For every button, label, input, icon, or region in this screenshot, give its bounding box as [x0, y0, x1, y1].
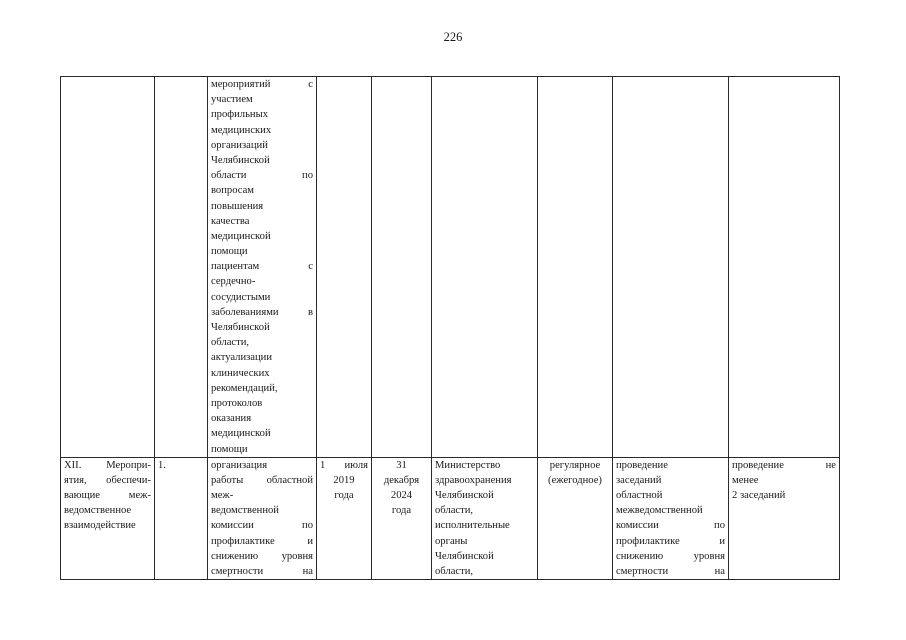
text-word: профилактике — [211, 535, 275, 547]
text-word: профилактике — [616, 535, 680, 547]
text-word: 1 — [320, 459, 326, 471]
section-title-cell — [61, 457, 155, 580]
executor-cell — [432, 77, 538, 458]
text-word: на — [714, 566, 725, 577]
text-line — [211, 259, 313, 274]
text-line: года — [334, 490, 354, 502]
text-word: с — [308, 261, 313, 273]
text-line: 31 — [396, 459, 407, 471]
text-line: ведомственной — [211, 505, 279, 517]
text-word: заболеваниями — [211, 306, 279, 318]
text-line: Челябинской — [211, 322, 270, 333]
text-line: 2 заседаний — [732, 490, 786, 502]
text-line: организаций — [211, 139, 268, 151]
number-cell — [155, 77, 208, 458]
section-cell — [61, 77, 155, 458]
text-line: медицинской — [211, 428, 271, 440]
text-line: оказания — [211, 413, 252, 425]
text-word: вающие — [64, 490, 101, 502]
text-word: комиссии — [211, 520, 254, 532]
text-line — [616, 534, 725, 549]
text-line — [64, 458, 151, 473]
text-line: медицинских — [211, 124, 272, 136]
text-line: рекомендаций, — [211, 382, 278, 394]
text-word: смертности — [211, 566, 264, 577]
text-word: на — [302, 566, 313, 577]
text-line — [211, 305, 313, 320]
text-word: по — [714, 520, 725, 532]
text-line: сосудистыми — [211, 291, 271, 303]
start-date-cell — [317, 457, 372, 580]
text-line: (ежегодное) — [548, 474, 602, 486]
text-line: Челябинской — [211, 154, 270, 166]
activities-table — [60, 76, 840, 580]
text-line: менее — [732, 474, 759, 486]
activity-cell — [208, 457, 317, 580]
text-word: по — [302, 520, 313, 532]
text-word: и — [307, 535, 313, 547]
text-line: регулярное — [549, 459, 601, 471]
result-cell — [613, 77, 729, 458]
text-line: качества — [211, 215, 250, 227]
text-line: области, — [435, 505, 474, 517]
text-line: Челябинской — [435, 490, 494, 502]
text-line: здравоохранения — [435, 474, 512, 486]
start-date-cell — [317, 77, 372, 458]
text-word: обеспечи- — [106, 474, 151, 486]
text-word: по — [302, 170, 313, 182]
text-line — [211, 473, 313, 488]
text-line: заседаний — [616, 474, 662, 486]
text-line: актуализации — [211, 352, 273, 364]
text-line: взаимодействие — [64, 520, 136, 532]
result-cell — [613, 457, 729, 580]
item-number: 1. — [158, 459, 166, 471]
text-line: организация — [211, 459, 268, 471]
text-word: и — [719, 535, 725, 547]
continued-row — [61, 77, 840, 458]
text-line — [64, 473, 151, 488]
text-line — [616, 518, 725, 533]
text-word: комиссии — [616, 520, 659, 532]
indicator-cell — [729, 77, 840, 458]
text-word: работы — [211, 474, 244, 486]
page-number: 226 — [443, 30, 463, 44]
text-line: меж- — [211, 490, 234, 502]
text-line: медицинской — [211, 230, 271, 242]
text-line — [616, 564, 725, 579]
text-line: 2024 — [390, 490, 413, 502]
text-line — [211, 518, 313, 533]
text-word: уровня — [693, 550, 725, 562]
text-line: 2019 — [333, 474, 355, 486]
text-line — [211, 534, 313, 549]
text-line: вопросам — [211, 185, 254, 197]
text-word: с — [308, 79, 313, 90]
text-line: межведомственной — [616, 505, 703, 517]
text-line: исполнительные — [435, 520, 510, 532]
text-line: сердечно- — [211, 276, 256, 288]
text-word: снижению — [616, 550, 664, 562]
text-line — [211, 168, 313, 183]
text-line: ведомственное — [64, 505, 132, 517]
text-line: помощи — [211, 246, 248, 258]
text-line — [64, 488, 151, 503]
text-word: не — [825, 459, 836, 471]
text-line — [211, 77, 313, 92]
periodicity-cell — [538, 457, 613, 580]
text-line: проведение — [616, 459, 668, 471]
text-line: Министерство — [435, 459, 501, 471]
text-word: уровня — [281, 550, 313, 562]
text-word: проведение — [732, 459, 784, 471]
text-line — [732, 458, 836, 473]
section-xii-row — [61, 457, 840, 580]
text-line: области, — [435, 566, 474, 577]
text-line: клинических — [211, 367, 270, 379]
text-line: протоколов — [211, 397, 263, 409]
text-line: профильных — [211, 109, 268, 121]
text-line: областной — [616, 490, 663, 502]
item-number-cell — [155, 457, 208, 580]
text-line: области, — [211, 337, 250, 349]
indicator-cell — [729, 457, 840, 580]
text-line: декабря — [383, 474, 420, 486]
text-line — [211, 549, 313, 564]
text-word: ятия, — [64, 474, 87, 486]
periodicity-cell — [538, 77, 613, 458]
text-word: XII. — [64, 459, 82, 471]
end-date-cell — [372, 77, 432, 458]
text-word: областной — [266, 474, 313, 486]
text-word: снижению — [211, 550, 259, 562]
text-line — [211, 564, 313, 579]
text-word: меж- — [128, 490, 151, 502]
text-line: года — [391, 505, 412, 517]
text-line: помощи — [211, 443, 248, 455]
text-line — [320, 458, 368, 473]
text-word: мероприятий — [211, 79, 271, 90]
executor-cell — [432, 457, 538, 580]
text-word: июля — [344, 459, 368, 471]
text-word: области — [211, 170, 247, 182]
text-word: Меропри- — [106, 459, 151, 471]
text-line: Челябинской — [435, 550, 494, 562]
text-word: смертности — [616, 566, 669, 577]
activity-cell — [208, 77, 317, 458]
end-date-cell — [372, 457, 432, 580]
text-word: в — [307, 306, 313, 318]
text-line — [616, 549, 725, 564]
text-line: органы — [435, 535, 468, 547]
text-line: повышения — [211, 200, 264, 212]
text-word: пациентам — [211, 261, 260, 273]
text-line: участием — [211, 94, 253, 106]
